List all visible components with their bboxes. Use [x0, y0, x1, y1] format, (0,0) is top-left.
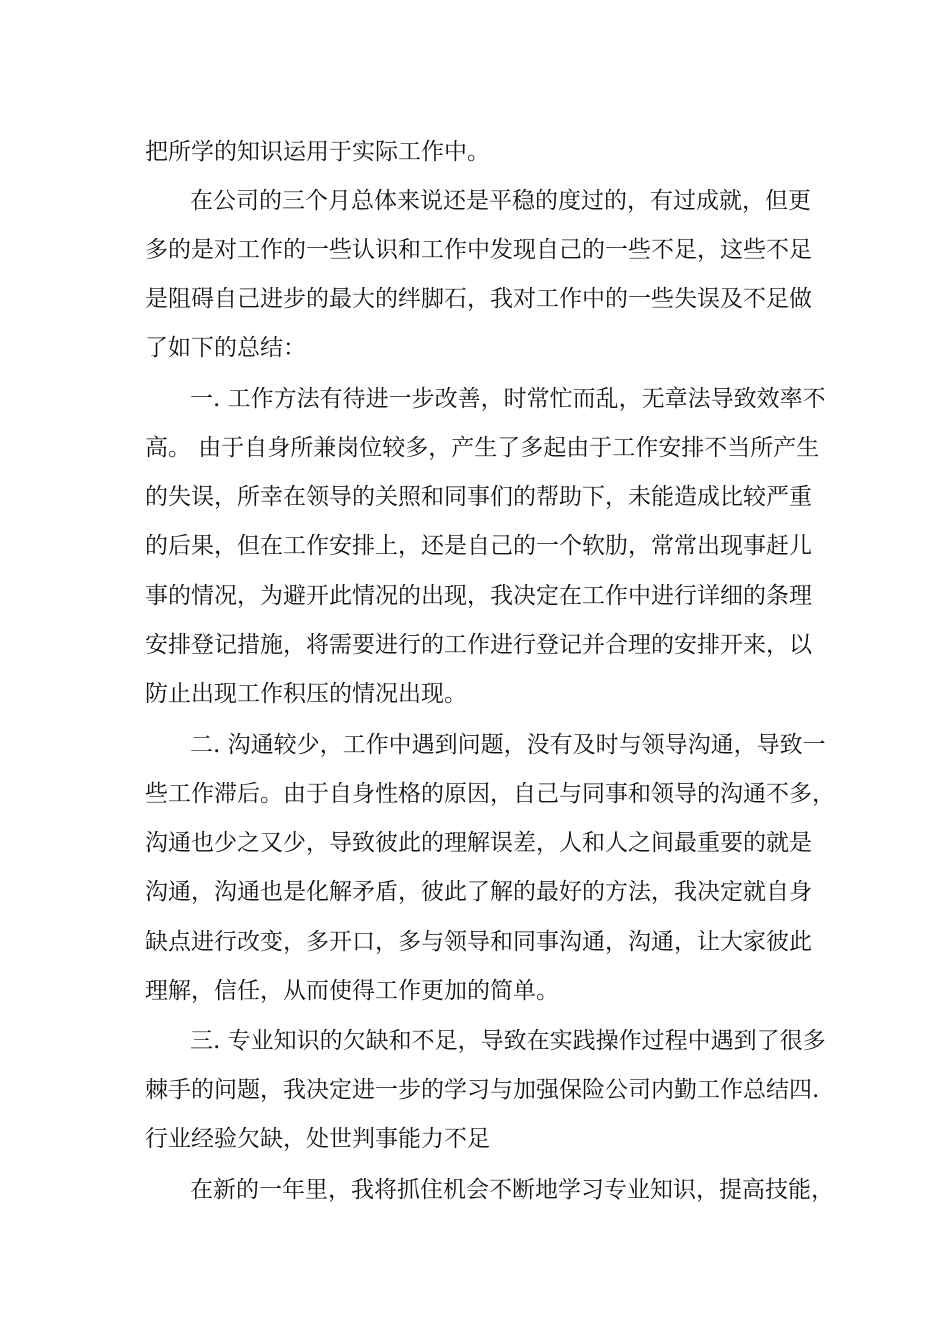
text-line: 沟通也少之又少，导致彼此的理解误差，人和人之间最重要的就是: [145, 830, 812, 856]
text-line: 的后果，但在工作安排上，还是自己的一个软肋，常常出现事赶儿: [145, 533, 812, 559]
paragraph-start-line: 在公司的三个月总体来说还是平稳的度过的，有过成就，但更: [190, 188, 811, 214]
text-line: 行业经验欠缺，处世判事能力不足: [145, 1126, 490, 1152]
text-line: 棘手的问题，我决定进一步的学习与加强保险公司内勤工作总结四.: [145, 1077, 820, 1103]
text-line: 防止出现工作积压的情况出现。: [145, 681, 467, 707]
text-line: 多的是对工作的一些认识和工作中发现自己的一些不足，这些不足: [145, 237, 812, 263]
text-line: 是阻碍自己进步的最大的绊脚石，我对工作中的一些失误及不足做: [145, 286, 812, 312]
section-heading-line: 一. 工作方法有待进一步改善，时常忙而乱，无章法导致效率不: [190, 386, 826, 412]
paragraph-start-line: 在新的一年里，我将抓住机会不断地学习专业知识，提高技能，: [190, 1177, 834, 1203]
text-line: 理解，信任，从而使得工作更加的简单。: [145, 978, 559, 1004]
text-line: 了如下的总结：: [145, 335, 306, 361]
text-line: 些工作滞后。由于自身性格的原因，自己与同事和领导的沟通不多，: [145, 781, 835, 807]
text-line: 事的情况，为避开此情况的出现，我决定在工作中进行详细的条理: [145, 583, 812, 609]
text-line: 缺点进行改变，多开口，多与领导和同事沟通，沟通，让大家彼此: [145, 929, 812, 955]
section-heading-line: 二. 沟通较少，工作中遇到问题，没有及时与领导沟通，导致一: [190, 732, 826, 758]
text-line: 高。 由于自身所兼岗位较多，产生了多起由于工作安排不当所产生: [145, 435, 820, 461]
section-heading-line: 三. 专业知识的欠缺和不足，导致在实践操作过程中遇到了很多: [190, 1028, 826, 1054]
text-line: 沟通，沟通也是化解矛盾，彼此了解的最好的方法，我决定就自身: [145, 879, 812, 905]
text-line: 安排登记措施，将需要进行的工作进行登记并合理的安排开来，以: [145, 632, 812, 658]
text-line: 把所学的知识运用于实际工作中。: [145, 139, 490, 165]
text-line: 的失误，所幸在领导的关照和同事们的帮助下，未能造成比较严重: [145, 484, 812, 510]
